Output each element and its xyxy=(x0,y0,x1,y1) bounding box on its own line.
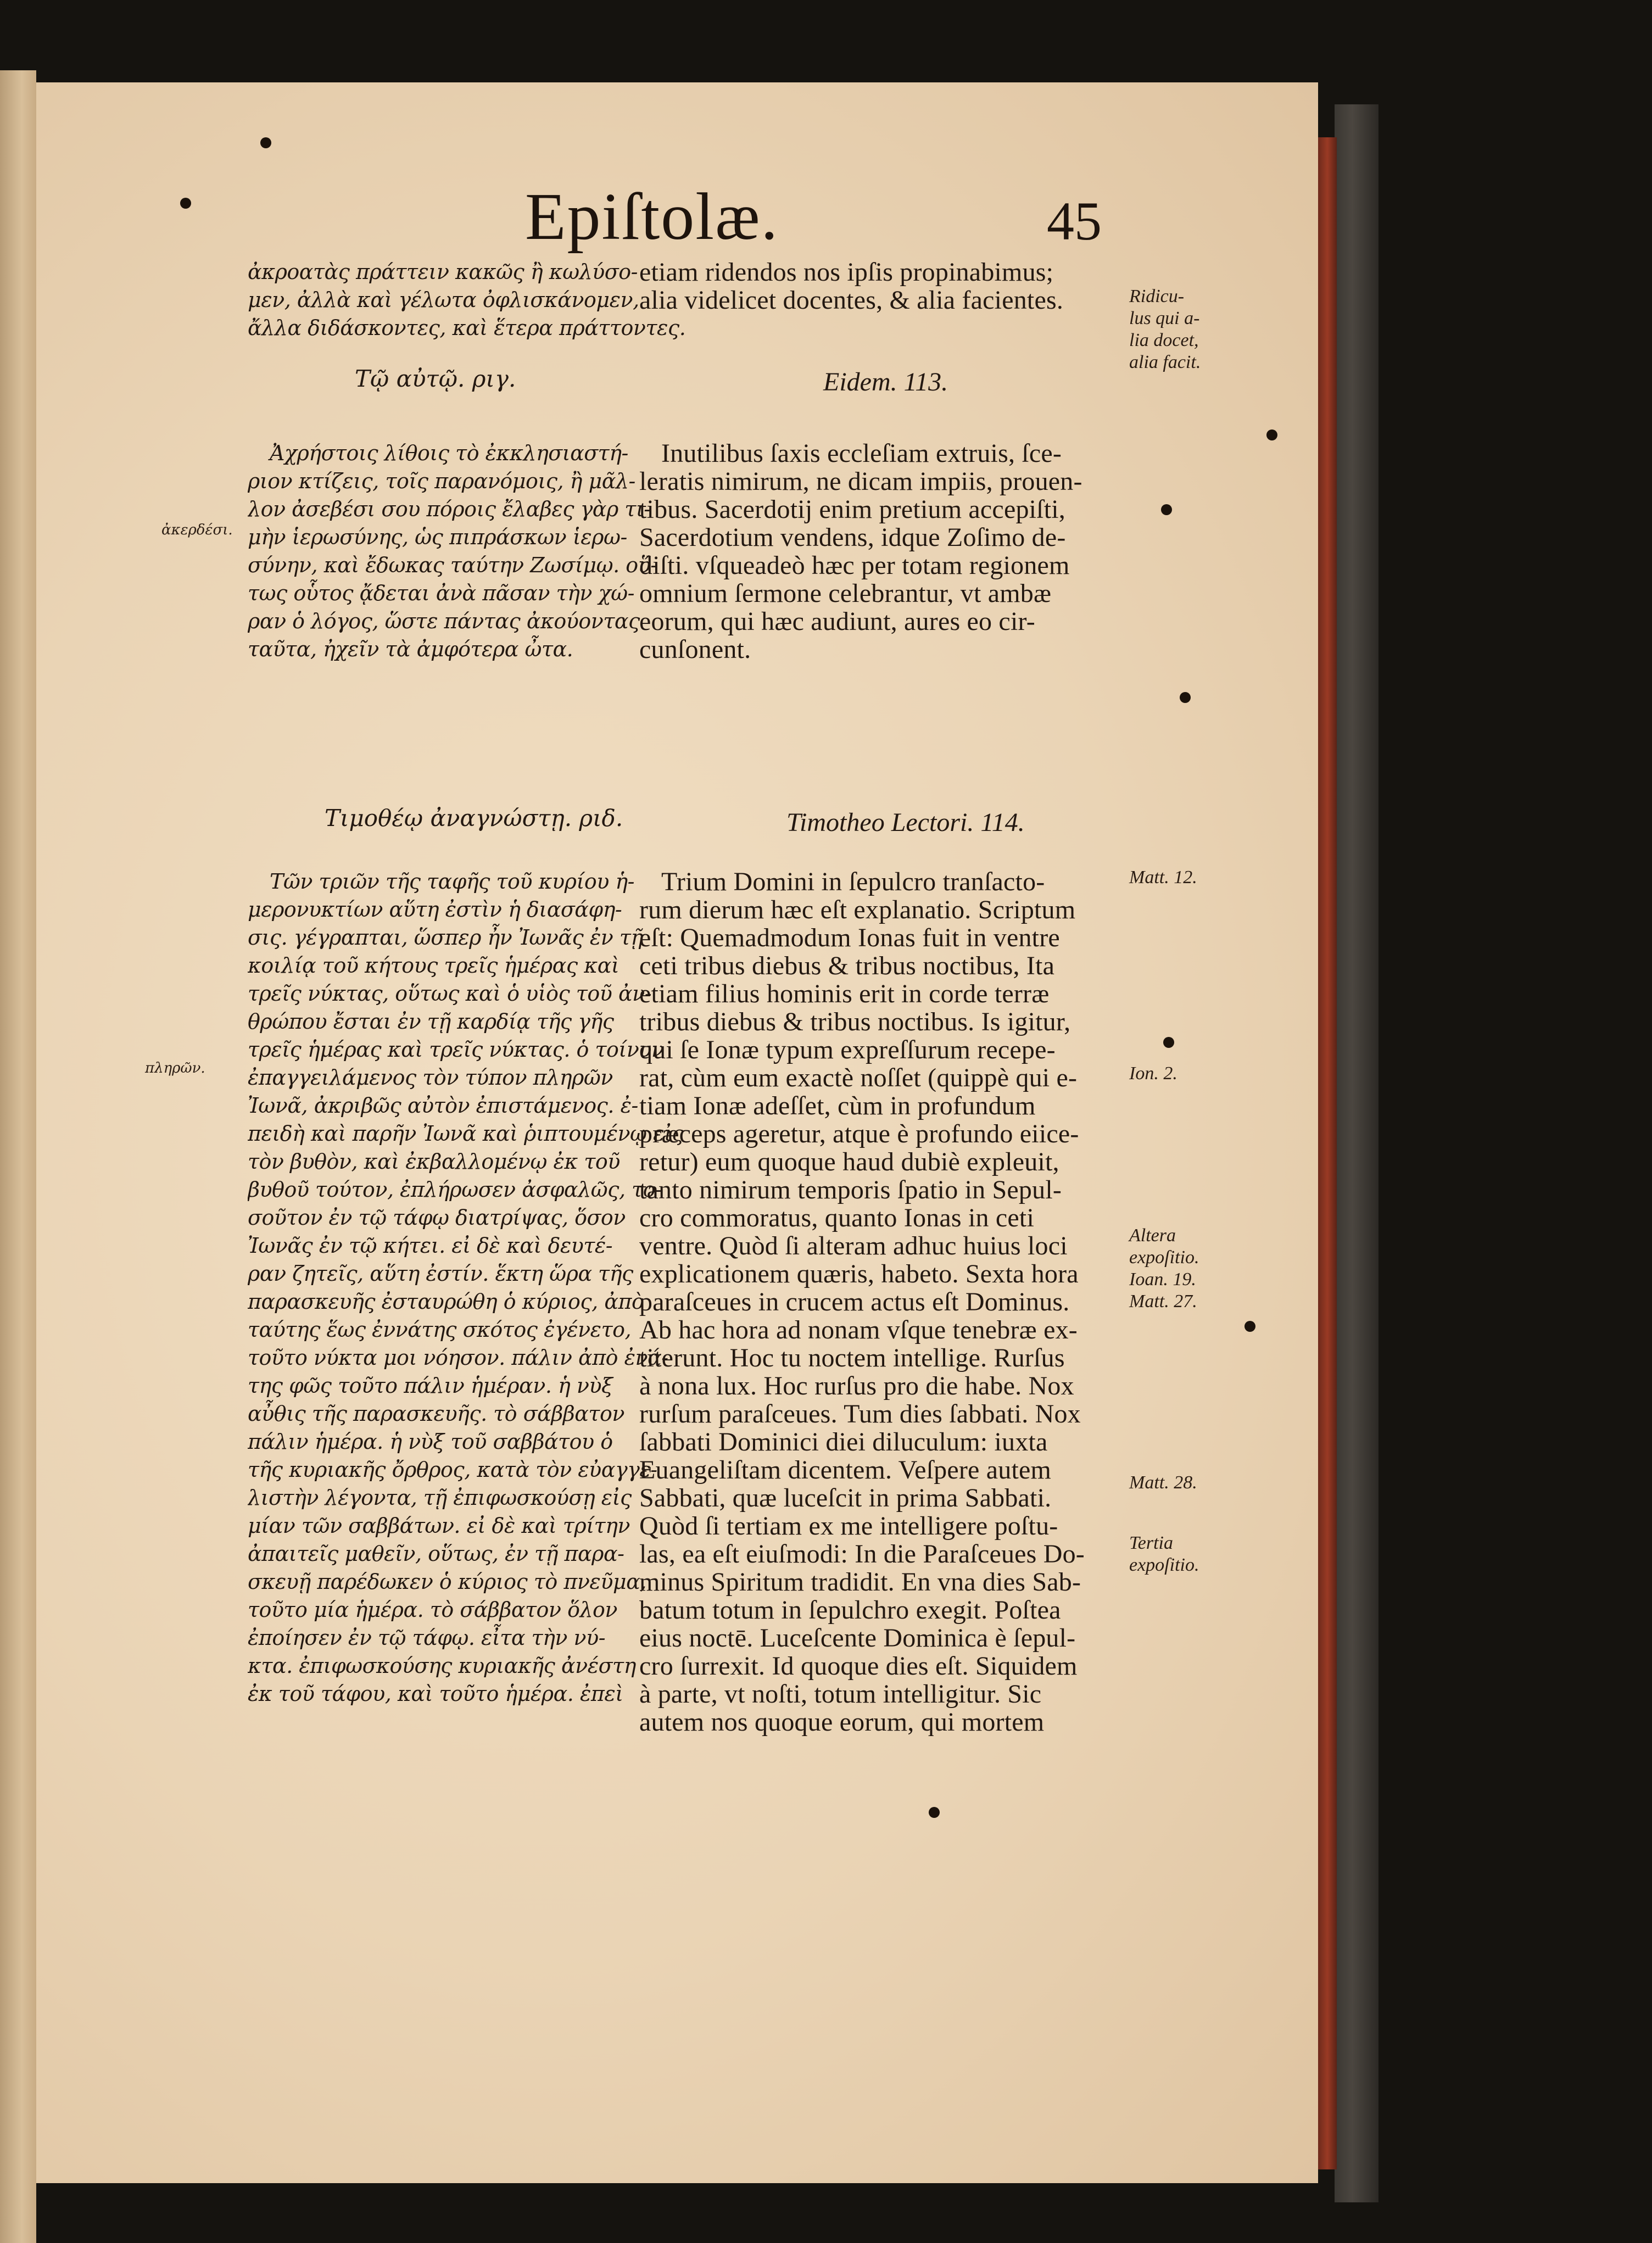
latin-line: cunſonent. xyxy=(639,635,751,663)
latin-line: Ab hac hora ad nonam vſque tenebræ ex- xyxy=(639,1316,1078,1344)
side-note-line: expoſitio. xyxy=(1129,1555,1199,1575)
greek-line: Ἰωνᾶ, ἀκριβῶς αὐτὸν ἐπιστάμενος. ἐ- xyxy=(248,1093,638,1118)
greek-line: ταῦτα, ἠχεῖν τὰ ἀμφότερα ὦτα. xyxy=(248,637,573,661)
latin-line: etiam filius hominis erit in corde terræ xyxy=(639,980,1050,1008)
book-page xyxy=(36,82,1318,2183)
latin-line: ceti tribus diebus & tribus noctibus, Ita xyxy=(639,952,1055,980)
side-note-line: Matt. 27. xyxy=(1129,1291,1197,1312)
side-note-line: Altera xyxy=(1129,1225,1176,1246)
latin-line: tribus diebus & tribus noctibus. Is igitur, xyxy=(639,1008,1071,1036)
latin-line: retur) eum quoque haud dubiè expleuit, xyxy=(639,1148,1059,1176)
latin-letter-114-heading: Timotheo Lectori. 114. xyxy=(786,808,1025,837)
latin-line: autem nos quoque eorum, qui mortem xyxy=(639,1708,1045,1736)
latin-line: las, ea eſt eiuſmodi: In die Paraſceues Do- xyxy=(639,1540,1085,1568)
greek-line: τρεῖς νύκτας, οὕτως καὶ ὁ υἱὸς τοῦ ἀν- xyxy=(248,981,652,1006)
latin-line: alia videlicet docentes, & alia facientes. xyxy=(639,286,1064,314)
latin-line: qui ſe Ionæ typum expreſſurum recepe- xyxy=(639,1036,1056,1064)
greek-line: ἐποίησεν ἐν τῷ τάφῳ. εἶτα τὴν νύ- xyxy=(248,1626,606,1650)
greek-line: κοιλίᾳ τοῦ κήτους τρεῖς ἡμέρας καὶ xyxy=(248,953,620,978)
latin-line: ventre. Quòd ſi alteram adhuc huius loci xyxy=(639,1232,1068,1260)
latin-line: etiam ridendos nos ipſis propinabimus; xyxy=(639,258,1054,286)
latin-line: tibus. Sacerdotij enim pretium accepiſti, xyxy=(639,495,1065,523)
latin-line: batum totum in ſepulchro exegit. Poſtea xyxy=(639,1596,1061,1624)
latin-intro xyxy=(639,258,1063,314)
latin-line: minus Spiritum tradidit. En vna dies Sab- xyxy=(639,1568,1081,1596)
latin-line: Sabbati, quæ luceſcit in prima Sabbati. xyxy=(639,1484,1052,1512)
latin-line: rum dierum hæc eſt explanatio. Scriptum xyxy=(639,896,1076,924)
greek-line: Ἰωνᾶς ἐν τῷ κήτει. εἰ δὲ καὶ δευτέ- xyxy=(248,1234,613,1258)
greek-line: τὸν βυθὸν, καὶ ἐκβαλλομένῳ ἐκ τοῦ xyxy=(248,1150,620,1174)
side-note-tertia-expositio xyxy=(1129,1532,1199,1576)
greek-line: παρασκευῆς ἐσταυρώθη ὁ κύριος, ἀπὸ xyxy=(248,1290,644,1314)
side-note-line: Ioan. 19. xyxy=(1129,1269,1196,1290)
greek-letter-113-text xyxy=(248,439,657,663)
facing-page-edge xyxy=(0,70,36,2243)
book-cover-board xyxy=(1335,104,1378,2202)
latin-line: Trium Domini in ſepulcro tranſacto- xyxy=(661,868,1045,896)
greek-line: Ἀχρήστοις λίθοις τὸ ἐκκλησιαστή- xyxy=(270,441,628,465)
side-note-matt-28: Matt. 28. xyxy=(1129,1472,1197,1493)
greek-line: ραν ζητεῖς, αὕτη ἐστίν. ἕκτη ὥρα τῆς xyxy=(248,1262,633,1286)
ink-spot xyxy=(1180,692,1191,703)
greek-line: Τῶν τριῶν τῆς ταφῆς τοῦ κυρίου ἡ- xyxy=(270,869,635,894)
running-head: Epiſtolæ. xyxy=(525,180,779,254)
side-note-ion-2: Ion. 2. xyxy=(1129,1063,1177,1084)
greek-line: ἐκ τοῦ τάφου, καὶ τοῦτο ἡμέρα. ἐπεὶ xyxy=(248,1682,623,1706)
greek-line: ἐπαγγειλάμενος τὸν τύπον πληρῶν xyxy=(248,1065,613,1090)
ink-spot xyxy=(1163,1037,1174,1048)
greek-line: μίαν τῶν σαββάτων. εἰ δὲ καὶ τρίτην xyxy=(248,1514,630,1538)
greek-line: λον ἀσεβέσι σου πόροις ἔλαβες γὰρ τι- xyxy=(248,497,651,521)
latin-line: eius noctē. Luceſcente Dominica è ſepul- xyxy=(639,1624,1076,1652)
greek-line: πειδὴ καὶ παρῆν Ἰωνᾶ καὶ ῥιπτουμένῳ εἰς xyxy=(248,1122,684,1146)
greek-line: μεν, ἀλλὰ καὶ γέλωτα ὀφλισκάνομεν, xyxy=(248,288,639,312)
greek-line: πάλιν ἡμέρα. ἡ νὺξ τοῦ σαββάτου ὁ xyxy=(248,1430,613,1454)
latin-line: ſabbati Dominici diei diluculum: iuxta xyxy=(639,1428,1048,1456)
side-note-line: expoſitio. xyxy=(1129,1247,1199,1268)
latin-line: tiam Ionæ adeſſet, cùm in profundum xyxy=(639,1092,1036,1120)
latin-letter-113-heading: Eidem. 113. xyxy=(823,367,948,397)
latin-line: cro ſurrexit. Id quoque dies eſt. Siquidem xyxy=(639,1652,1078,1680)
greek-line: ἀπαιτεῖς μαθεῖν, οὕτως, ἐν τῇ παρα- xyxy=(248,1542,624,1566)
side-note-altera-expositio xyxy=(1129,1225,1199,1313)
latin-line: Quòd ſi tertiam ex me intelligere poſtu- xyxy=(639,1512,1058,1540)
red-fore-edge xyxy=(1318,137,1337,2169)
greek-line: βυθοῦ τούτον, ἐπλήρωσεν ἀσφαλῶς, το- xyxy=(248,1178,662,1202)
greek-line: ἄλλα διδάσκοντες, καὶ ἕτερα πράττοντες. xyxy=(248,316,686,340)
greek-letter-114-text xyxy=(248,868,683,1708)
greek-line: τῆς κυριακῆς ὄρθρος, κατὰ τὸν εὐαγγε- xyxy=(248,1458,657,1482)
greek-line: τρεῖς ἡμέρας καὶ τρεῖς νύκτας. ὁ τοίνυν xyxy=(248,1037,664,1062)
latin-line: eorum, qui hæc audiunt, aures eo cir- xyxy=(639,607,1035,635)
latin-line: explicationem quæris, habeto. Sexta hora xyxy=(639,1260,1079,1288)
greek-line: σύνην, καὶ ἔδωκας ταύτην Ζωσίμῳ. οὕ- xyxy=(248,553,657,577)
greek-margin-note: ἀκερδέσι. xyxy=(161,522,233,538)
latin-line: titerunt. Hoc tu noctem intellige. Rurſus xyxy=(639,1344,1065,1372)
ink-spot xyxy=(180,198,191,209)
greek-line: τοῦτο νύκτα μοι νόησον. πάλιν ἀπὸ ἐνά- xyxy=(248,1346,668,1370)
latin-line: eſt: Quemadmodum Ionas fuit in ventre xyxy=(639,924,1060,952)
latin-line: cro commoratus, quanto Ionas in ceti xyxy=(639,1204,1034,1232)
greek-line: σκευῇ παρέδωκεν ὁ κύριος τὸ πνεῦμα, xyxy=(248,1570,646,1594)
side-note-line: Ridicu- xyxy=(1129,286,1185,306)
greek-line: ριον κτίζεις, τοῖς παρανόμοις, ἢ μᾶλ- xyxy=(248,469,635,493)
latin-line: Sacerdotium vendens, idque Zoſimo de- xyxy=(639,523,1066,551)
ink-spot xyxy=(1161,504,1172,515)
greek-margin-note: πληρῶν. xyxy=(145,1060,205,1076)
ink-spot xyxy=(260,137,271,148)
latin-line: à parte, vt noſti, totum intelligitur. Sic xyxy=(639,1680,1042,1708)
side-note-line: lus qui a- xyxy=(1129,308,1200,328)
latin-line: leratis nimirum, ne dicam impiis, prouen- xyxy=(639,467,1082,495)
greek-letter-114-heading: Τιμοθέῳ ἀναγνώστῃ. ριδ. xyxy=(325,805,623,832)
latin-line: diſti. vſqueadeò hæc per totam regionem xyxy=(639,551,1070,579)
greek-line: τοῦτο μία ἡμέρα. τὸ σάββατον ὅλον xyxy=(248,1598,618,1622)
greek-line: μὴν ἱερωσύνης, ὡς πιπράσκων ἱερω- xyxy=(248,525,627,549)
latin-letter-114-text xyxy=(639,868,1085,1736)
latin-line: tanto nimirum temporis ſpatio in Sepul- xyxy=(639,1176,1062,1204)
greek-intro xyxy=(248,258,685,342)
page-number: 45 xyxy=(1047,191,1102,252)
greek-line: τως οὗτος ᾄδεται ἀνὰ πᾶσαν τὴν χώ- xyxy=(248,581,634,605)
latin-line: rat, cùm eum exactè noſſet (quippè qui e- xyxy=(639,1064,1078,1092)
greek-line: θρώπου ἔσται ἐν τῇ καρδίᾳ τῆς γῆς xyxy=(248,1009,614,1034)
side-note-matt-12: Matt. 12. xyxy=(1129,867,1197,888)
latin-line: rurſum paraſceues. Tum dies ſabbati. Nox xyxy=(639,1400,1081,1428)
greek-line: ἀκροατὰς πράττειν κακῶς ἢ κωλύσο- xyxy=(248,260,638,284)
latin-line: præceps ageretur, atque è profundo eiice- xyxy=(639,1120,1079,1148)
greek-line: σις. γέγραπται, ὥσπερ ἦν Ἰωνᾶς ἐν τῇ xyxy=(248,925,643,950)
ink-spot xyxy=(1266,429,1277,440)
side-note-ridiculus xyxy=(1129,286,1201,373)
greek-line: αὖθις τῆς παρασκευῆς. τὸ σάββατον xyxy=(248,1402,624,1426)
greek-line: λιστὴν λέγοντα, τῇ ἐπιφωσκούσῃ εἰς xyxy=(248,1486,632,1510)
greek-line: ταύτης ἕως ἐννάτης σκότος ἐγένετο, xyxy=(248,1318,632,1342)
latin-line: Euangeliſtam dicentem. Veſpere autem xyxy=(639,1456,1052,1484)
greek-line: της φῶς τοῦτο πάλιν ἡμέραν. ἡ νὺξ xyxy=(248,1374,613,1398)
greek-line: μερονυκτίων αὕτη ἐστὶν ἡ διασάφη- xyxy=(248,897,622,922)
side-note-line: lia docet, xyxy=(1129,330,1199,350)
latin-line: paraſceues in crucem actus eſt Dominus. xyxy=(639,1288,1070,1316)
side-note-line: alia facit. xyxy=(1129,352,1201,372)
latin-line: Inutilibus ſaxis eccleſiam extruis, ſce- xyxy=(661,439,1062,467)
latin-letter-113-text xyxy=(639,439,1082,663)
greek-line: σοῦτον ἐν τῷ τάφῳ διατρίψας, ὅσον xyxy=(248,1206,626,1230)
latin-line: omnium ſermone celebrantur, vt ambæ xyxy=(639,579,1052,607)
ink-spot xyxy=(1244,1321,1255,1332)
greek-letter-113-heading: Τῷ αὐτῷ. ριγ. xyxy=(355,365,516,392)
latin-line: à nona lux. Hoc rurſus pro die habe. Nox xyxy=(639,1372,1074,1400)
greek-line: κτα. ἐπιφωσκούσης κυριακῆς ἀνέστη xyxy=(248,1654,636,1678)
greek-line: ραν ὁ λόγος, ὥστε πάντας ἀκούοντας xyxy=(248,609,640,633)
side-note-line: Tertia xyxy=(1129,1533,1174,1553)
ink-spot xyxy=(929,1807,940,1818)
